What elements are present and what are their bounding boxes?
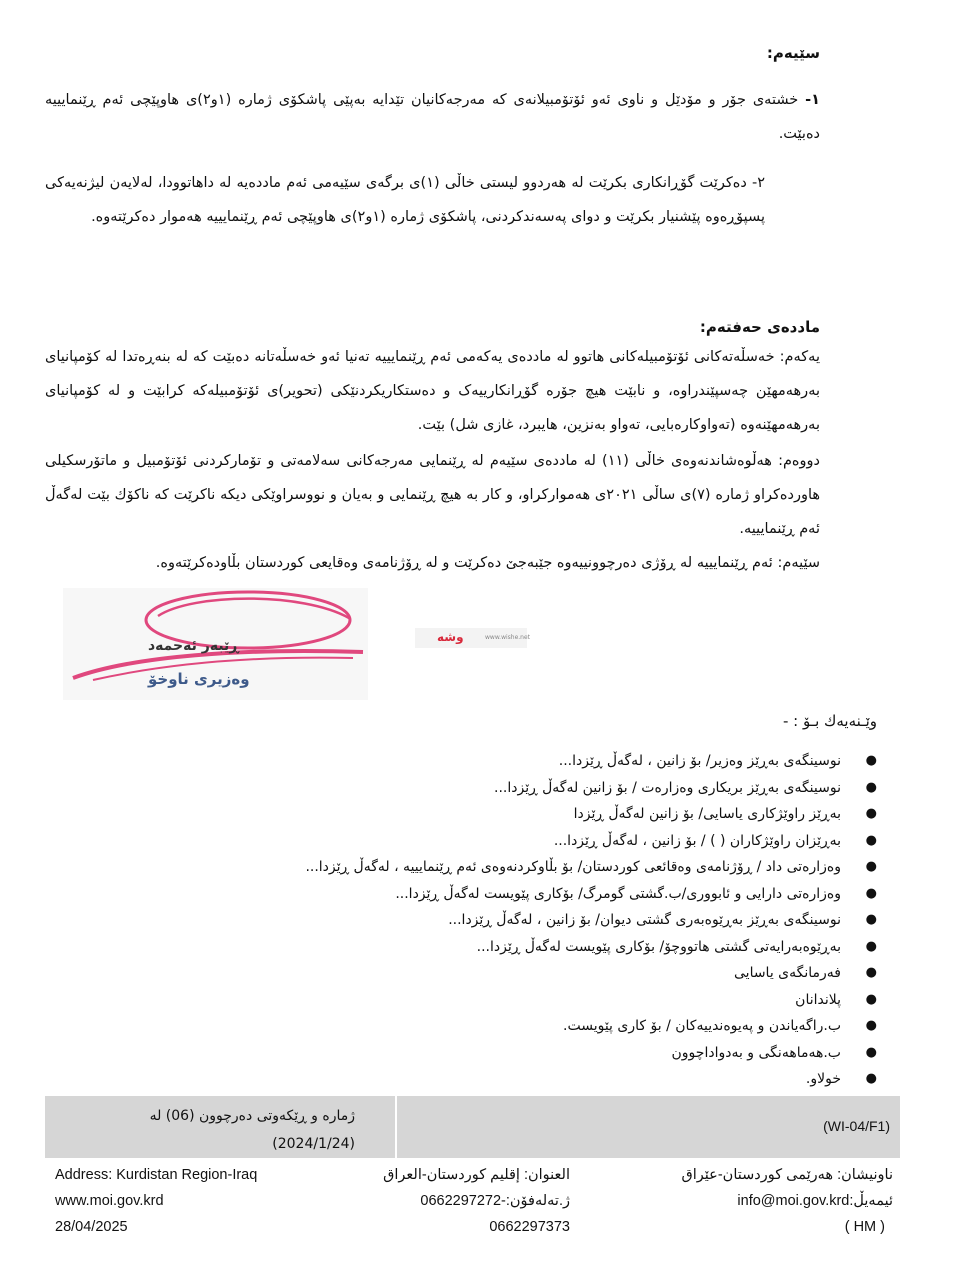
bullet-icon: ● [865, 806, 877, 821]
cc-item: ● وەزارەتی داد / ڕۆژنامەی وەقائعی کوردستان/ بۆ بڵاوکردنەوەی ئەم ڕێنمایییە ، لەگەڵ ڕێزدا... [65, 854, 885, 881]
cc-item: ● نوسینگەی بەڕێز بریکاری وەزارەت / بۆ زانین لەگەڵ ڕێزدا... [65, 775, 885, 802]
website-link[interactable]: www.moi.gov.krd [55, 1193, 164, 1209]
cc-item: ● پلاندانان [65, 987, 885, 1014]
email-link[interactable]: info@moi.gov.krd [737, 1193, 850, 1209]
bullet-icon: ● [865, 832, 877, 848]
cc-item: ● وەزارەتی دارایی و ئابووری/ب.گشتی گومرگ/ بۆکاری پێویست لەگەڵ ڕێزدا... [65, 881, 885, 908]
form-code: (WI-04/F1) [823, 1118, 890, 1134]
bullet-icon: ● [865, 1018, 877, 1033]
bullet-icon: ● [865, 859, 877, 874]
item1-text: خشتەی جۆر و مۆدێل و ناوی ئەو ئۆتۆمبیلانەی کە مەرجەکانیان تێدایە بەپێی پاشکۆی ژمارە (١و٢)ی هاوپێچی ئەم ڕێنمایییە دەبێت. [45, 92, 820, 142]
footer-center [340, 1162, 570, 1240]
bullet-icon: ● [865, 1044, 877, 1060]
watermark-logo-text: وشە [437, 630, 464, 644]
issue-info [55, 1102, 355, 1158]
bullet-icon: ● [865, 912, 877, 927]
phone-numbers: 0662297272-0662297373 [420, 1193, 570, 1235]
bullet-icon: ● [865, 938, 877, 954]
footer-divider [395, 1096, 397, 1158]
address-kurdish: ناونیشان: هەرێمی کوردستان-عێراق [681, 1167, 893, 1183]
bullet-icon: ● [865, 779, 877, 795]
signatory-name: ڕێبەر ئەحمەد [148, 638, 239, 654]
bullet-icon: ● [865, 965, 877, 980]
cc-item: ● خولاو. [65, 1066, 885, 1093]
cc-item: ● ب.راگەیاندن و پەیوەندییەکان / بۆ کاری پێویست. [65, 1013, 885, 1040]
section3-item1 [45, 83, 820, 151]
article7-paragraph-2: دووەم: هەڵوەشاندنەوەی خاڵی (١١) لە ماددەی سێیەم لە ڕێنمایی مەرجەکانی سەلامەتی و تۆمارکردنی ئۆتۆمبیل و ماتۆرسکیلی هاوردەکراو ژمارە (٧)ی ساڵی ٢٠٢١ی هەموارکراو، و کار بە هیچ ڕێنمایی و بەیان و نووسراوێکی دیکە ناکرێت کە ناکۆك بێت لەگەڵ ئەم ڕێنمایییە. [45, 453, 821, 537]
cc-item: ● نوسینگەی بەڕێز بەڕێوەبەری گشتی دیوان/ بۆ زانین ، لەگەڵ ڕێزدا... [65, 907, 885, 934]
watermark-logo [415, 628, 531, 648]
footer-left [55, 1162, 257, 1240]
cc-item: ● بەڕێز راوێژکاری یاسایی/ بۆ زانین لەگەڵ ڕێزدا [65, 801, 885, 828]
address-arabic: العنوان: إقليم كوردستان-العراق [383, 1167, 570, 1183]
article7-paragraph-1: یەکەم: خەسڵەتەکانی ئۆتۆمبیلەکانی هاتوو لە ماددەی یەکەمی ئەم ڕێنمایییە تەنیا ئەو خەسڵەتانە دەبێت کە لە بنەڕەتدا لە کۆمپانیای بەرهەمهێن چەسپێندراوە، و نابێت هیچ جۆرە گۆڕانکارییەک و دەستکاریکردنێکی (تحویر)ی ئۆتۆمبیلەکە کرابێت و لە کۆمپانیای بەرهەمهێنەوە (تەواوکارەبایی، تەواو بەنزین، هایبرد، غازی شل) بێت. [45, 349, 820, 433]
signature-block [63, 588, 368, 700]
email-label: ئیمەیڵ: [849, 1193, 893, 1209]
article7-heading: ماددەی حەفتەم: [699, 318, 820, 336]
section3-item2: ٢- دەکرێت گۆڕانکاری بکرێت لە هەردوو لیستی خاڵی (١)ی برگەی سێیەمی ئەم ماددەیە لە داهاتوودا، لەلایەن لیژنەیەکی پسپۆڕەوە پێشنیار بکرێت و دوای پەسەندکردنی، پاشکۆی ژمارە (١و٢)ی هاوپێچی ئەم ڕێنمایییە هەموار دەکرێتەوە. [45, 175, 765, 225]
bullet-icon: ● [865, 991, 877, 1007]
issue-line: ژمارە و ڕێکەوتی دەرچوون (06) لە [149, 1108, 355, 1124]
issue-date: (2024/1/24) [272, 1136, 355, 1152]
bullet-icon: ● [865, 885, 877, 901]
print-date: 28/04/2025 [55, 1219, 128, 1235]
watermark-url: www.wishe.net [485, 634, 531, 641]
cc-heading: وێـنەیەك بـۆ : - [782, 712, 877, 730]
cc-item: ● نوسینگەی بەڕێز وەزیر/ بۆ زانین ، لەگەڵ ڕێزدا... [65, 748, 885, 775]
cc-item: ● بەڕێزان راوێژکاران ( ) / بۆ زانین ، لەگەڵ ڕێزدا... [65, 828, 885, 855]
bullet-icon: ● [865, 1071, 877, 1086]
footer-right [613, 1162, 893, 1240]
cc-item: ● فەرمانگەی یاسایی [65, 960, 885, 987]
phone-label: ژ.تەلەفۆن: [505, 1193, 570, 1209]
initials: ( HM ) [844, 1219, 885, 1235]
bullet-icon: ● [865, 753, 877, 768]
article7-paragraph-3: سێیەم: ئەم ڕێنمایییە لە ڕۆژی دەرچوونییەوە جێبەجێ دەکرێت و لە ڕۆژنامەی وەقایعی کوردستان بڵاودەکرێتەوە. [155, 555, 820, 571]
cc-item: ● ب.هەماهەنگی و بەدواداچوون [65, 1040, 885, 1067]
section3-heading: سێیەم: [766, 44, 820, 62]
item1-number: ١- [805, 92, 820, 108]
cc-list [65, 748, 885, 1093]
signatory-title: وەزیری ناوخۆ [148, 670, 250, 688]
footer-bar [45, 1096, 900, 1158]
cc-item: ● بەڕێوەبەرایەتی گشتی هاتووچۆ/ بۆکاری پێویست لەگەڵ ڕێزدا... [65, 934, 885, 961]
address-english: Address: Kurdistan Region-Iraq [55, 1167, 258, 1183]
